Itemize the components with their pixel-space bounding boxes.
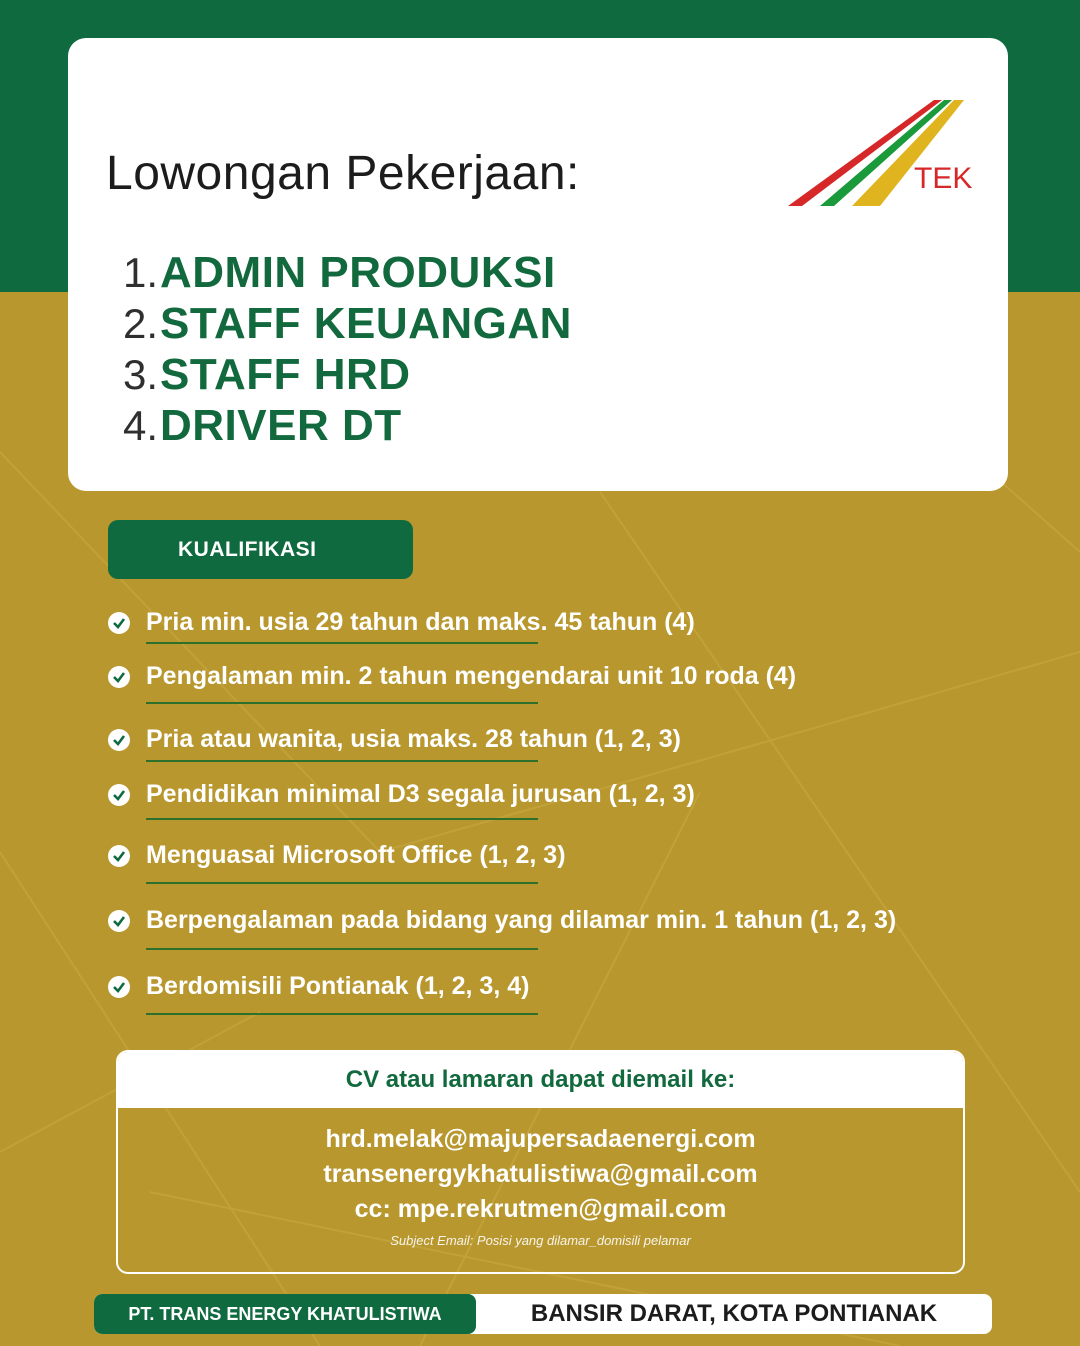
- qualification-text: Menguasai Microsoft Office (1, 2, 3): [146, 841, 566, 869]
- check-icon: [108, 666, 130, 688]
- divider: [146, 642, 538, 644]
- job-title: STAFF HRD: [160, 350, 411, 399]
- footer-bar: [94, 1294, 992, 1334]
- job-item: [112, 350, 572, 401]
- qualification-text: Pria min. usia 29 tahun dan maks. 45 tahun (4): [146, 608, 695, 636]
- qualification-text: Berdomisili Pontianak (1, 2, 3, 4): [146, 972, 530, 1000]
- company-name: PT. TRANS ENERGY KHATULISTIWA: [94, 1294, 476, 1334]
- job-title: ADMIN PRODUKSI: [160, 248, 556, 297]
- qualification-heading: KUALIFIKASI: [108, 520, 413, 579]
- qualification-text: Pendidikan minimal D3 segala jurusan (1, 2, 3): [146, 780, 695, 808]
- logo-text: TEK: [914, 162, 973, 195]
- email-cc[interactable]: cc: mpe.rekrutmen@gmail.com: [354, 1195, 727, 1223]
- job-number: 2.: [122, 300, 158, 347]
- check-icon: [108, 612, 130, 634]
- job-item: [112, 299, 572, 350]
- divider: [146, 702, 538, 704]
- divider: [146, 882, 538, 884]
- page-title: Lowongan Pekerjaan:: [106, 147, 580, 200]
- job-number: 3.: [122, 351, 158, 398]
- check-icon: [108, 845, 130, 867]
- qualification-item: [108, 662, 796, 691]
- subject-note: Subject Email: Posisi yang dilamar_domisili pelamar: [390, 1233, 691, 1248]
- contact-card: [116, 1050, 965, 1274]
- qualification-item: [108, 608, 695, 637]
- qualification-text: Pria atau wanita, usia maks. 28 tahun (1, 2, 3): [146, 725, 681, 753]
- qualification-item: [108, 841, 566, 870]
- qualification-item: [108, 972, 529, 1001]
- company-address: BANSIR DARAT, KOTA PONTIANAK: [530, 1300, 938, 1327]
- job-list: [112, 248, 572, 452]
- qualification-item: [108, 780, 695, 809]
- divider: [146, 818, 538, 820]
- job-title: DRIVER DT: [160, 401, 402, 450]
- check-icon: [108, 976, 130, 998]
- job-item: [112, 401, 572, 452]
- divider: [146, 760, 538, 762]
- job-item: [112, 248, 572, 299]
- divider: [146, 1013, 538, 1015]
- check-icon: [108, 910, 130, 932]
- job-number: 1.: [122, 249, 158, 296]
- qualification-text: Berpengalaman pada bidang yang dilamar min. 1 tahun (1, 2, 3): [146, 906, 897, 934]
- email-address[interactable]: hrd.melak@majupersadaenergi.com: [325, 1125, 756, 1153]
- qualification-item: [108, 725, 681, 754]
- email-address[interactable]: transenergykhatulistiwa@gmail.com: [323, 1160, 758, 1188]
- job-title: STAFF KEUANGAN: [160, 299, 572, 348]
- job-listing-card: [68, 38, 1008, 491]
- qualification-item: [108, 906, 896, 935]
- company-logo: [784, 96, 974, 216]
- qualification-text: Pengalaman min. 2 tahun mengendarai unit 10 roda (4): [146, 662, 797, 690]
- check-icon: [108, 784, 130, 806]
- check-icon: [108, 729, 130, 751]
- divider: [146, 948, 538, 950]
- email-list: [118, 1108, 963, 1227]
- job-number: 4.: [122, 402, 158, 449]
- contact-heading: CV atau lamaran dapat diemail ke:: [118, 1052, 963, 1108]
